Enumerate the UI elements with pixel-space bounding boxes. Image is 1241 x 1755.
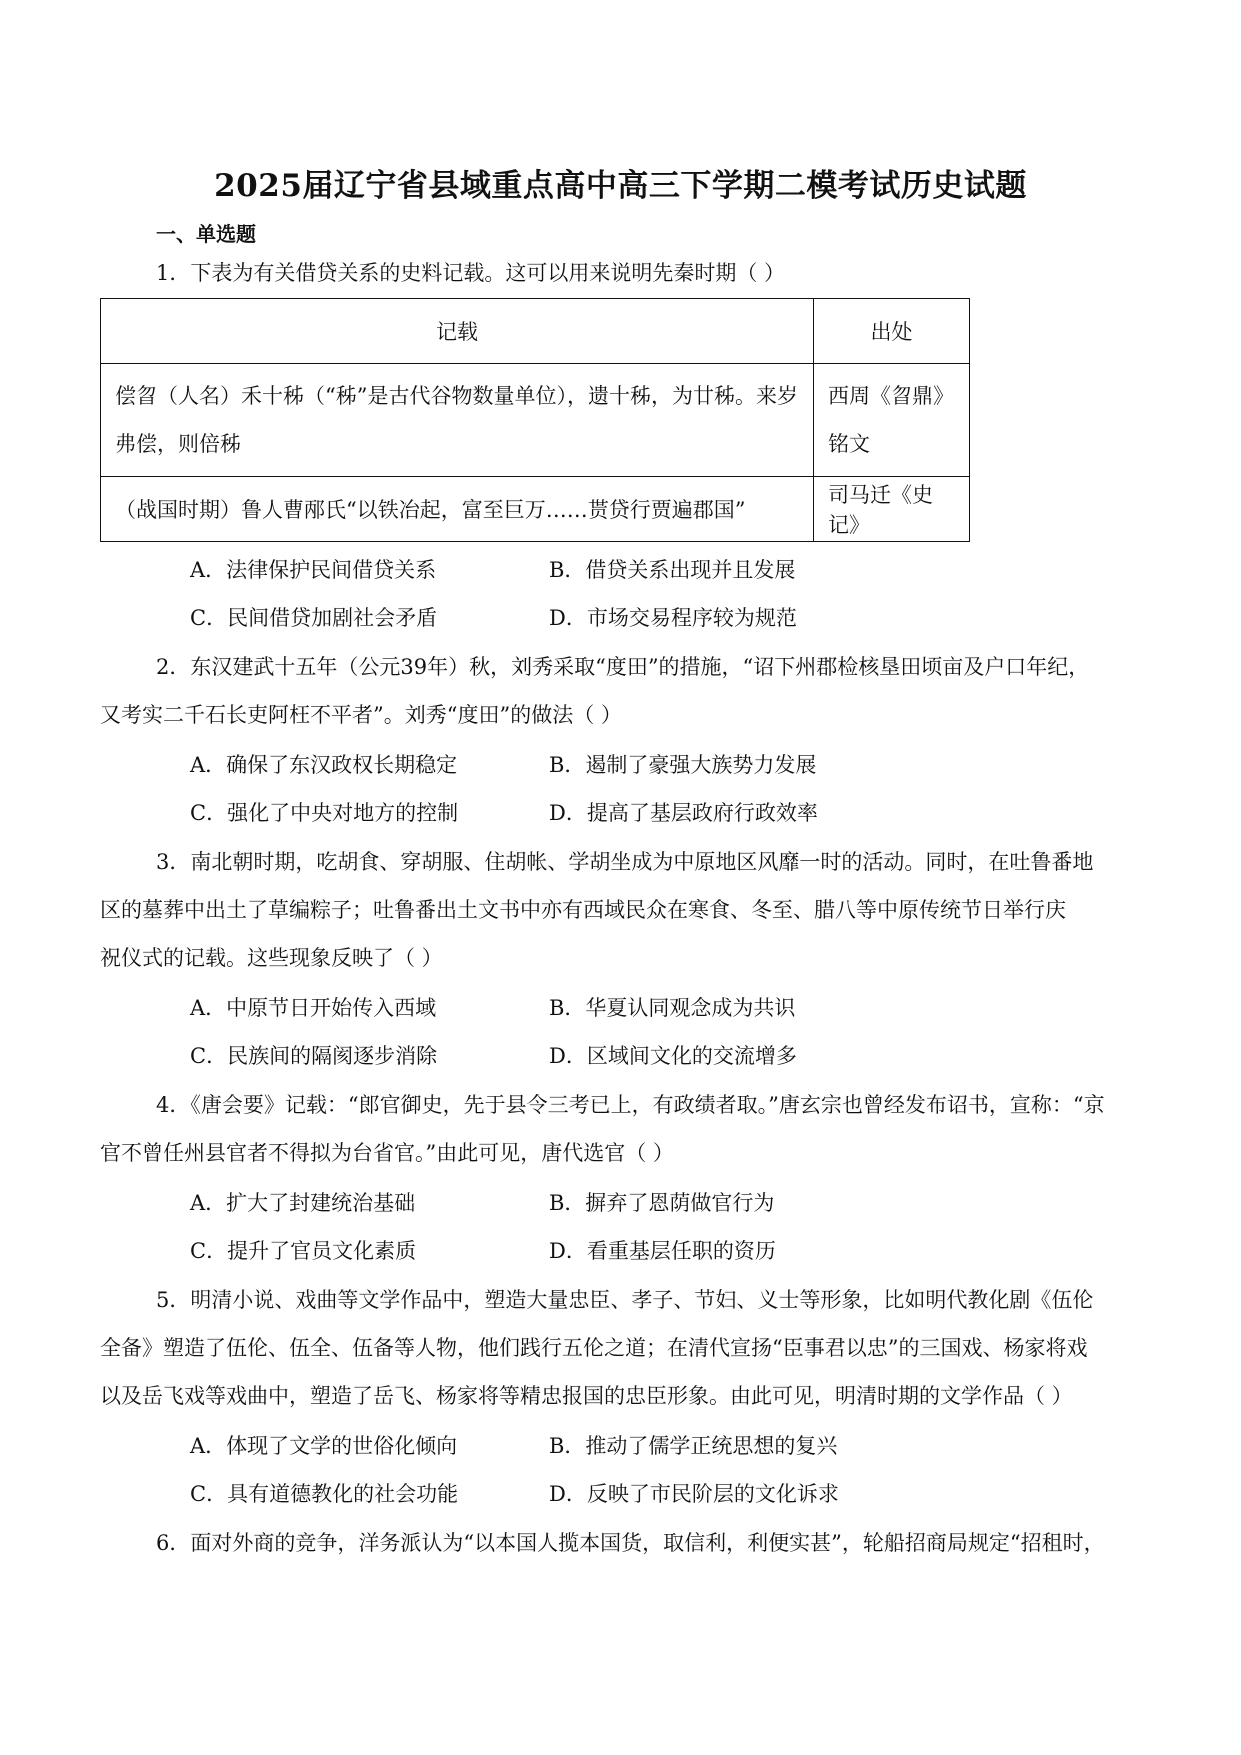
question-5-option-c: C．具有道德教化的社会功能 [190,1482,459,1506]
question-2-option-c: C．强化了中央对地方的控制 [190,801,459,825]
question-5-option-a: A．体现了文学的世俗化倾向 [190,1434,458,1458]
question-1-option-a: A．法律保护民间借贷关系 [190,558,437,582]
record-table [100,298,970,542]
section-heading: 一、单选题 [156,222,256,246]
question-5-stem-line: 全备》塑造了伍伦、伍全、伍备等人物，他们践行五伦之道；在清代宣扬“臣事君以忠”的三国戏、杨家将戏 [100,1336,1088,1360]
question-1-option-b: B．借贷关系出现并且发展 [549,558,796,582]
question-5-option-b: B．推动了儒学正统思想的复兴 [549,1434,838,1458]
question-3-stem-line: 区的墓葬中出土了草编粽子；吐鲁番出土文书中亦有西域民众在寒食、冬至、腊八等中原传统节日举行庆 [100,898,1066,922]
table-header-record: 记载 [101,299,814,364]
table-row [101,477,970,542]
question-3-stem-line: 3．南北朝时期，吃胡食、穿胡服、住胡帐、学胡坐成为中原地区风靡一时的活动。同时，在吐鲁番地 [156,850,1094,874]
table-cell-source: 西周《曶鼎》铭文 [814,364,970,477]
question-6-stem-line: 6．面对外商的竞争，洋务派认为“以本国人揽本国货，取信利，利便实甚”，轮船招商局规定“招租时， [156,1531,1105,1555]
question-4-option-d: D．看重基层任职的资历 [549,1239,776,1263]
question-3-option-b: B．华夏认同观念成为共识 [549,996,796,1020]
question-2-option-d: D．提高了基层政府行政效率 [549,801,818,825]
question-3-stem-line: 祝仪式的记载。这些现象反映了（ ） [100,946,443,970]
question-2-option-a: A．确保了东汉政权长期稳定 [190,753,458,777]
question-3-option-c: C．民族间的隔阂逐步消除 [190,1044,438,1068]
question-3-option-a: A．中原节日开始传入西域 [190,996,437,1020]
question-2-stem-line: 又考实二千石长吏阿枉不平者”。刘秀“度田”的做法（ ） [100,703,622,727]
question-2-stem-line: 2．东汉建武十五年（公元39年）秋，刘秀采取“度田”的措施，“诏下州郡检核垦田顷亩及户口年纪， [156,655,1090,679]
table-cell-record: （战国时期）鲁人曹邴氏“以铁冶起，富至巨万……贳贷行贾遍郡国” [101,477,814,542]
question-2-option-b: B．遏制了豪强大族势力发展 [549,753,817,777]
question-4-option-b: B．摒弃了恩荫做官行为 [549,1191,775,1215]
question-1-option-c: C．民间借贷加剧社会矛盾 [190,606,438,630]
question-3-option-d: D．区域间文化的交流增多 [549,1044,797,1068]
question-4-option-c: C．提升了官员文化素质 [190,1239,417,1263]
question-4-option-a: A．扩大了封建统治基础 [190,1191,416,1215]
question-4-stem-line: 官不曾任州县官者不得拟为台省官。”由此可见，唐代选官（ ） [100,1141,674,1165]
question-5-stem-line: 5．明清小说、戏曲等文学作品中，塑造大量忠臣、孝子、节妇、义士等形象，比如明代教化剧《伍伦 [156,1288,1094,1312]
question-1-option-d: D．市场交易程序较为规范 [549,606,797,630]
table-header-row [101,299,970,364]
table-cell-source: 司马迁《史记》 [814,477,970,542]
table-cell-record: 偿曶（人名）禾十秭（“秭”是古代谷物数量单位），遗十秭，为廿秭。来岁弗偿，则倍秭 [101,364,814,477]
question-5-option-d: D．反映了市民阶层的文化诉求 [549,1482,839,1506]
question-4-stem-line: 4．《唐会要》记载：“郎官御史，先于县令三考已上，有政绩者取。”唐玄宗也曾经发布诏书，宣称：“京 [156,1093,1105,1117]
page-title: 2025届辽宁省县域重点高中高三下学期二模考试历史试题 [214,168,1027,204]
table-header-source: 出处 [814,299,970,364]
question-1-stem: 1．下表为有关借贷关系的史料记载。这可以用来说明先秦时期（ ） [156,261,786,285]
question-5-stem-line: 以及岳飞戏等戏曲中，塑造了岳飞、杨家将等精忠报国的忠臣形象。由此可见，明清时期的文学作品（ ） [100,1384,1073,1408]
table-row [101,364,970,477]
